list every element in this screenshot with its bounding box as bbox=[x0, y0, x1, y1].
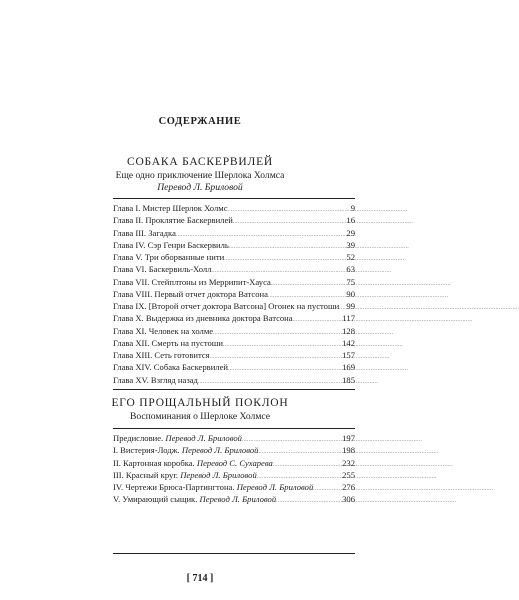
toc-entry-title: Глава I. Мистер Шерлок Холмс bbox=[113, 203, 228, 213]
toc-entry-page: 197 bbox=[342, 433, 355, 443]
toc-entry-title: Глава IX. [Второй отчет доктора Ватсона] Огонек на пустоши bbox=[113, 301, 340, 311]
toc-entry-page: 157 bbox=[342, 350, 355, 360]
toc-entry-title: Глава V. Три оборванные нити bbox=[113, 252, 225, 262]
toc-entry-title: Предисловие. Перевод Л. Бриловой bbox=[113, 433, 242, 443]
toc-entry-page: 39 bbox=[346, 239, 355, 250]
toc-entry bbox=[113, 214, 355, 226]
section1-toc-list bbox=[113, 202, 355, 386]
toc-entry-page: 99 bbox=[346, 301, 355, 311]
toc-entry-title: Глава VI. Баскервиль-Холл bbox=[113, 264, 212, 275]
toc-entry-translator: Перевод Л. Бриловой bbox=[236, 482, 314, 492]
toc-entry bbox=[113, 300, 355, 312]
toc-entry-title: Глава XV. Взгляд назад bbox=[113, 374, 198, 385]
toc-entry-translator: Перевод Л. Бриловой bbox=[165, 433, 242, 443]
toc-entry bbox=[113, 481, 355, 493]
toc-entry-page: 198 bbox=[342, 445, 355, 456]
toc-entry bbox=[113, 325, 355, 337]
section2-top-rule bbox=[113, 428, 355, 429]
toc-entry-title: Глава VII. Стейплтоны из Меррипит-Хауса bbox=[113, 276, 271, 287]
toc-entry-page: 29 bbox=[346, 227, 355, 238]
toc-entry bbox=[113, 276, 355, 288]
dot-leader bbox=[198, 374, 342, 389]
toc-entry-title: Глава XIII. Сеть готовится bbox=[113, 350, 210, 360]
section2-bottom-rule bbox=[113, 553, 355, 554]
toc-entry-title: Глава XII. Смерть на пустоши bbox=[113, 337, 223, 348]
toc-entry-page: 128 bbox=[342, 325, 355, 336]
toc-entry bbox=[113, 239, 355, 251]
dot-leader bbox=[276, 493, 342, 508]
toc-entry-title: Глава II. Проклятие Баскервилей bbox=[113, 215, 233, 226]
toc-entry-title: Глава X. Выдержка из дневника доктора Ватсона bbox=[113, 313, 293, 324]
toc-entry bbox=[113, 361, 355, 373]
toc-entry bbox=[113, 374, 355, 386]
section1-top-rule bbox=[113, 198, 355, 199]
toc-entry-page: 185 bbox=[342, 374, 355, 385]
toc-entry bbox=[113, 493, 355, 505]
section1-bottom-rule bbox=[113, 389, 355, 390]
toc-entry bbox=[113, 432, 355, 444]
toc-entry-title: V. Умирающий сыщик. Перевод Л. Бриловой bbox=[113, 494, 277, 505]
toc-entry-translator: Перевод Л. Бриловой bbox=[199, 494, 277, 505]
toc-entry-translator: Перевод С. Сухарева bbox=[196, 457, 273, 468]
toc-entry-page: 16 bbox=[346, 215, 355, 226]
section2-subtitle: Воспоминания о Шерлоке Холмсе bbox=[129, 411, 271, 422]
toc-entry-title: IV. Чертежи Брюса-Партингтона. Перевод Л. Бриловой bbox=[113, 482, 314, 492]
toc-entry-page: 232 bbox=[342, 457, 355, 468]
toc-entry-title: Глава XIV. Собака Баскервилей bbox=[113, 362, 229, 373]
toc-entry-page: 255 bbox=[342, 469, 355, 480]
toc-entry-translator: Перевод Л. Бриловой bbox=[181, 445, 259, 456]
toc-entry bbox=[113, 263, 355, 275]
toc-entry bbox=[113, 457, 355, 469]
toc-entry-page: 75 bbox=[346, 276, 355, 287]
toc-entry-title: Глава XI. Человек на холме bbox=[113, 325, 214, 336]
toc-entry-title: Глава VIII. Первый отчет доктора Ватсона bbox=[113, 288, 268, 299]
toc-entry bbox=[113, 227, 355, 239]
toc-entry bbox=[113, 202, 355, 214]
toc-entry-title: II. Картонная коробка. Перевод С. Сухарева bbox=[113, 457, 273, 468]
toc-entry bbox=[113, 469, 355, 481]
toc-entry-translator: Перевод Л. Бриловой bbox=[180, 469, 257, 480]
toc-entry-page: 306 bbox=[342, 494, 355, 505]
section1-translator: Перевод Л. Бриловой bbox=[157, 182, 243, 193]
toc-entry-page: 63 bbox=[346, 264, 355, 275]
toc-entry-title: Глава IV. Сэр Генри Баскервиль bbox=[113, 239, 229, 250]
toc-entry-page: 117 bbox=[342, 313, 355, 324]
toc-entry-title: Глава III. Загадка bbox=[113, 227, 176, 238]
toc-entry bbox=[113, 337, 355, 349]
toc-entry bbox=[113, 312, 355, 324]
section1-title: СОБАКА БАСКЕРВИЛЕЙ bbox=[126, 156, 274, 168]
toc-entry-page: 142 bbox=[342, 337, 355, 348]
toc-entry-page: 90 bbox=[346, 288, 355, 299]
toc-entry bbox=[113, 288, 355, 300]
toc-entry-title: III. Красный круг. Перевод Л. Бриловой bbox=[113, 469, 257, 480]
toc-entry bbox=[113, 349, 355, 361]
section2-title: ЕГО ПРОЩАЛЬНЫЙ ПОКЛОН bbox=[111, 397, 289, 409]
toc-entry bbox=[113, 251, 355, 263]
toc-entry-title: I. Вистерия-Лодж. Перевод Л. Бриловой bbox=[113, 445, 259, 456]
toc-entry-page: 276 bbox=[342, 482, 355, 492]
toc-entry-page: 169 bbox=[342, 362, 355, 373]
page-number: [ 714 ] bbox=[186, 573, 214, 584]
toc-entry bbox=[113, 444, 355, 456]
page-title: СОДЕРЖАНИЕ bbox=[158, 116, 242, 127]
section1-subtitle: Еще одно приключение Шерлока Холмса bbox=[115, 170, 285, 181]
toc-entry-page: 52 bbox=[346, 252, 355, 262]
section2-toc-list bbox=[113, 432, 355, 506]
toc-entry-page: 9 bbox=[350, 203, 355, 213]
